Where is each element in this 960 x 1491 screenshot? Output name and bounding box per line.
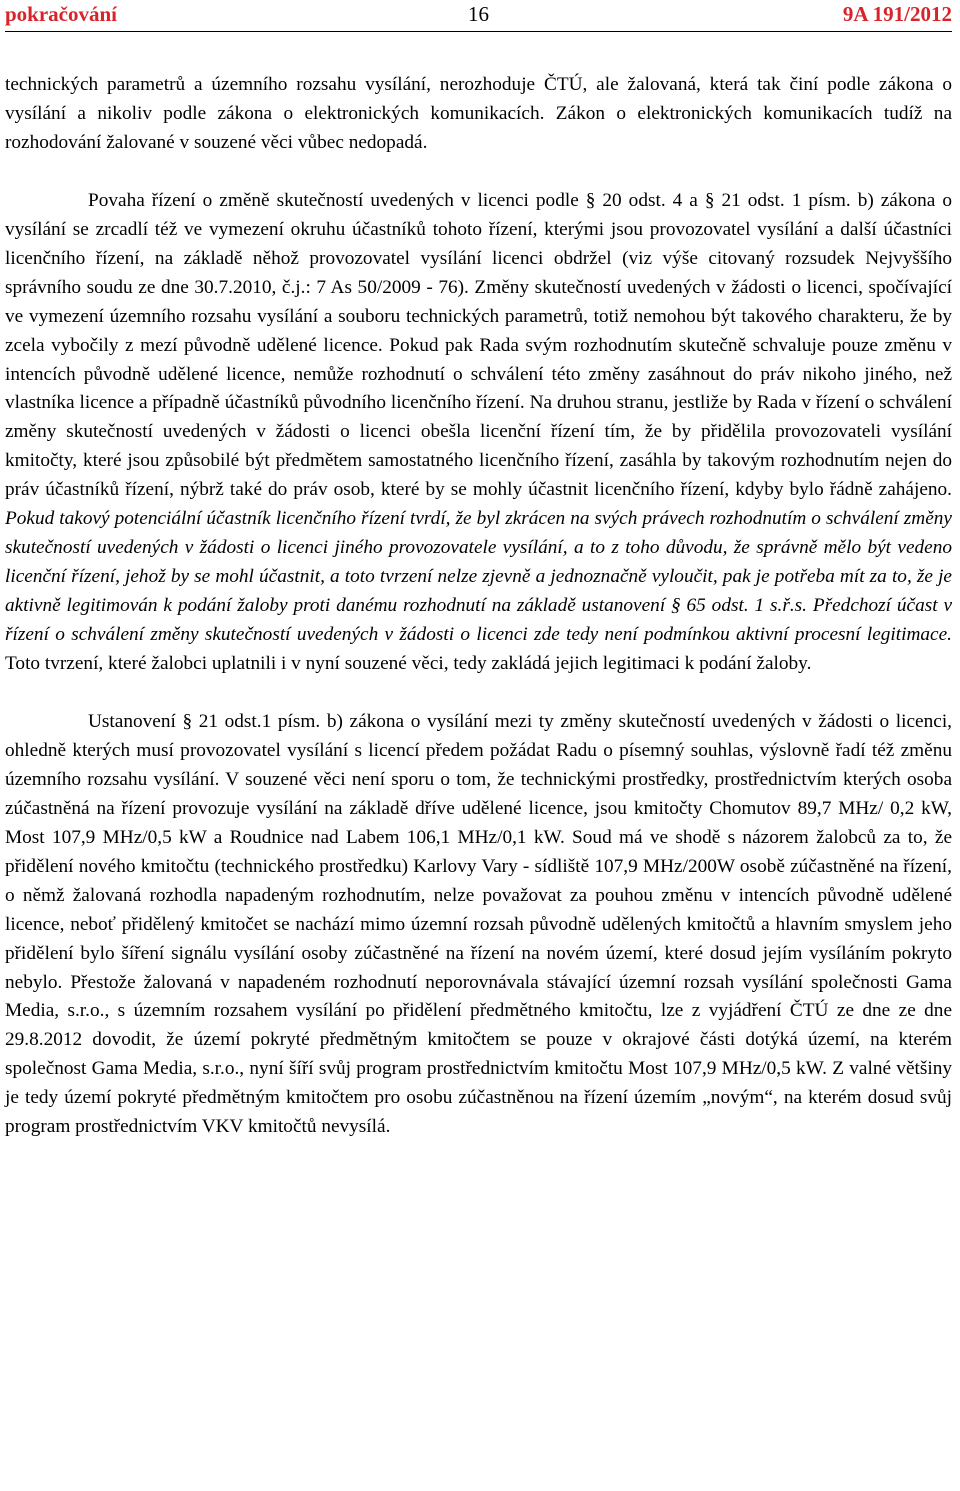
paragraph-2-italic-quote: Pokud takový potenciální účastník licenčního řízení tvrdí, že byl zkrácen na svých právech rozhodnutím o schválení změny skutečností uvedených v žádosti o licenci jiného provozovatele vysílání, a to z toho důvodu, že správně mělo být vedeno licenční řízení, jehož by se mohl účastnit, a toto tvrzení nelze zjevně a jednoznačně vyloučit, pak je potřeba mít za to, že je aktivně legitimován k podání žaloby proti danému rozhodnutí na základě ustanovení § 65 odst. 1 s.ř.s. Předchozí účast v řízení o schválení změny skutečností uvedených v žádosti o licenci zde tedy není podmínkou aktivní procesní legitimace. <box>5 508 952 646</box>
paragraph-3: Ustanovení § 21 odst.1 písm. b) zákona o vysílání mezi ty změny skutečností uvedených v žádosti o licenci, ohledně kterých musí provozovatel vysílání s licencí předem požádat Radu o písemný souhlas, výslovně řadí též změnu územního rozsahu vysílání. V souzené věci není sporu o tom, že technickými prostředky, prostřednictvím kterých osoba zúčastněná na řízení provozuje vysílání na základě dříve udělené licence, jsou kmitočty Chomutov 89,7 MHz/ 0,2 kW, Most 107,9 MHz/0,5 kW a Roudnice nad Labem 106,1 MHz/0,1 kW. Soud má ve shodě s názorem žalobců za to, že přidělení nového kmitočtu (technického prostředku) Karlovy Vary - sídliště 107,9 MHz/200W osobě zúčastněné na řízení, o němž žalovaná rozhodla napadeným rozhodnutím, nelze považovat za pouhou změnu v intencích původně udělené licence, neboť přidělený kmitočet se nachází mimo územní rozsah původně udělených kmitočtů a hlavním smyslem jeho přidělení bylo šíření signálu vysílání osoby zúčastněné na řízení na novém území, které dosud jejím vysíláním pokryto nebylo. Přestože žalovaná v napadeném rozhodnutí neporovnávala stávající územní rozsah vysílání společnosti Gama Media, s.r.o., s územním rozsahem vysílání po přidělení předmětného kmitočtu, lze z vyjádření ČTÚ ze dne ze dne 29.8.2012 dovodit, že území pokryté předmětným kmitočtem se pouze v okrajové části dotýká území, na kterém společnost Gama Media, s.r.o., nyní šíří svůj program prostřednictvím kmitočtu Most 107,9 MHz/0,5 kW. Z valné většiny je tedy území pokryté předmětným kmitočtem pro osobu zúčastněnou na řízení územím „novým“, na kterém dosud svůj program prostřednictvím VKV kmitočtů nevysílá. <box>5 710 952 1138</box>
paragraph-1: technických parametrů a územního rozsahu vysílání, nerozhoduje ČTÚ, ale žalovaná, která tak činí podle zákona o vysílání a nikoliv podle zákona o elektronických komunikacích. Zákon o elektronických komunikacích tudíž na rozhodování žalované v souzené věci vůbec nedopadá. <box>5 74 952 153</box>
document-page <box>5 0 952 1491</box>
header-case-number: 9A 191/2012 <box>842 2 952 26</box>
paragraph-2-text-a: Povaha řízení o změně skutečností uvedených v licenci podle § 20 odst. 4 a § 21 odst. 1 písm. b) zákona o vysílání se zrcadlí též ve vymezení okruhu účastníků tohoto řízení, kterými jsou provozovatel vysílání a další účastníci licenčního řízení, na základě něhož provozovatel vysílání licenci obdržel (viz výše citovaný rozsudek Nejvyššího správního soudu ze dne 30.7.2010, č.j.: 7 As 50/2009 - 76). Změny skutečností uvedených v žádosti o licenci, spočívající ve vymezení územního rozsahu vysílání a souboru technických parametrů, totiž nemohou být takového charakteru, že by zcela vybočily z mezí původně udělené licence. Pokud pak Rada svým rozhodnutím skutečně schvaluje pouze změnu v intencích původně udělené licence, nemůže rozhodnutí o schválení této změny zasáhnout do práv nikoho jiného, než vlastníka licence a případně účastníků původního licenčního řízení. Na druhou stranu, jestliže by Rada v řízení o schválení změny skutečností uvedených v žádosti o licenci obešla licenční řízení tím, že by přidělila provozovateli vysílání kmitočty, které jsou způsobilé být předmětem samostatného licenčního řízení, zasáhla by takovým rozhodnutím nejen do práv účastníků řízení, nýbrž také do práv osob, které by se mohly účastnit licenčního řízení, kdyby bylo řádně zahájeno. <box>5 189 952 501</box>
header-page-number: 16 <box>468 2 489 26</box>
paragraph-2 <box>5 187 952 679</box>
document-body <box>5 71 952 1142</box>
header-rule <box>5 31 952 32</box>
page-header <box>5 0 952 34</box>
paragraph-2-text-b: Toto tvrzení, které žalobci uplatnili i v nyní souzené věci, tedy zakládá jejich legitimaci k podání žaloby. <box>5 653 812 675</box>
header-continuation-label: pokračování <box>5 2 118 26</box>
